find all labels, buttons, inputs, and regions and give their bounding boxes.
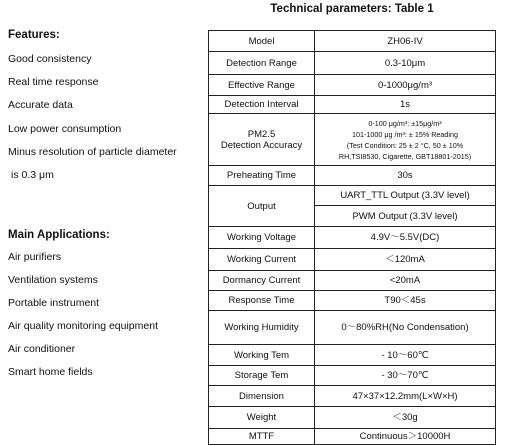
features-heading: Features:: [8, 29, 60, 41]
param-label: Effective Range: [209, 75, 315, 96]
table-row: [209, 114, 496, 166]
param-value: 47×37×12.2mm(L×W×H): [315, 386, 496, 407]
application-item: Portable instrument: [8, 297, 100, 309]
param-value: T90＜45s: [315, 291, 496, 311]
param-value: UART_TTL Output (3.3V level): [315, 186, 496, 206]
param-value: 0.3-10μm: [315, 52, 496, 75]
table-row: [209, 75, 496, 96]
param-label: Dormancy Current: [209, 271, 315, 291]
feature-item: is 0.3 μm: [11, 169, 54, 181]
table-row: [209, 52, 496, 75]
accuracy-line: 101-1000 μg /m³: ± 15% Reading: [352, 129, 458, 139]
table-row: [209, 386, 496, 407]
param-label: Working Humidity: [209, 311, 315, 345]
param-value: 30s: [315, 166, 496, 186]
param-label-line: Detection Accuracy: [220, 139, 303, 151]
table-title: Technical parameters: Table 1: [270, 3, 434, 15]
param-label: Dimension: [209, 386, 315, 407]
param-value: 1s: [315, 96, 496, 114]
table-row: [209, 311, 496, 345]
feature-item: Real time response: [8, 76, 99, 88]
param-value: ZH06-IV: [315, 31, 496, 52]
table-row: [209, 366, 496, 386]
feature-item: Good consistency: [8, 53, 92, 65]
param-label: Storage Tem: [209, 366, 315, 386]
param-label: Weight: [209, 407, 315, 429]
param-label: Response Time: [209, 291, 315, 311]
param-label: Detection Interval: [209, 96, 315, 114]
param-label: Output: [209, 186, 315, 227]
accuracy-line: RH,TSI8530, Cigarette, GBT18801-2015): [338, 151, 472, 161]
table-row: [209, 227, 496, 249]
param-label: Detection Range: [209, 52, 315, 75]
param-label: Working Tem: [209, 345, 315, 366]
application-item: Air purifiers: [8, 251, 62, 263]
application-item: Ventilation systems: [8, 274, 98, 286]
param-value: 4.9V～5.5V(DC): [315, 227, 496, 249]
feature-item: Low power consumption: [8, 123, 122, 135]
param-value: ＜30g: [315, 407, 496, 429]
technical-parameters-table: [208, 30, 496, 445]
feature-item: Minus resolution of particle diameter: [8, 146, 177, 158]
param-label: Working Voltage: [209, 227, 315, 249]
applications-heading: Main Applications:: [8, 229, 110, 241]
accuracy-line: 0-100 μg/m³: ±15μg/m³: [368, 118, 442, 128]
param-value: 0-1000μg/m³: [315, 75, 496, 96]
application-item: Air conditioner: [8, 343, 76, 355]
table-row: [209, 249, 496, 271]
table-row: [209, 166, 496, 186]
table-row: [209, 345, 496, 366]
param-value: PWM Output (3.3V level): [315, 206, 496, 227]
param-label: Preheating Time: [209, 166, 315, 186]
accuracy-line: (Test Condition: 25 ± 2 °C, 50 ± 10%: [346, 140, 464, 150]
param-label-line: PM2.5: [247, 128, 276, 140]
table-row: [209, 291, 496, 311]
param-label: MTTF: [209, 429, 315, 445]
param-value: - 10～60℃: [315, 345, 496, 366]
application-item: Smart home fields: [8, 366, 93, 378]
param-value: - 30～70℃: [315, 366, 496, 386]
table-row: [209, 271, 496, 291]
param-value: Continuous＞10000H: [315, 429, 496, 445]
param-label: [209, 114, 315, 166]
table-row: [209, 96, 496, 114]
table-row: [209, 407, 496, 429]
param-value: ＜120mA: [315, 249, 496, 271]
table-row: [209, 186, 496, 206]
param-value: [315, 114, 496, 166]
application-item: Air quality monitoring equipment: [8, 320, 158, 332]
table-row: [209, 429, 496, 445]
param-value: <20mA: [315, 271, 496, 291]
param-label: Model: [209, 31, 315, 52]
table-row: [209, 31, 496, 52]
feature-item: Accurate data: [8, 99, 73, 111]
param-value: 0～80%RH(No Condensation): [315, 311, 496, 345]
param-label: Working Current: [209, 249, 315, 271]
